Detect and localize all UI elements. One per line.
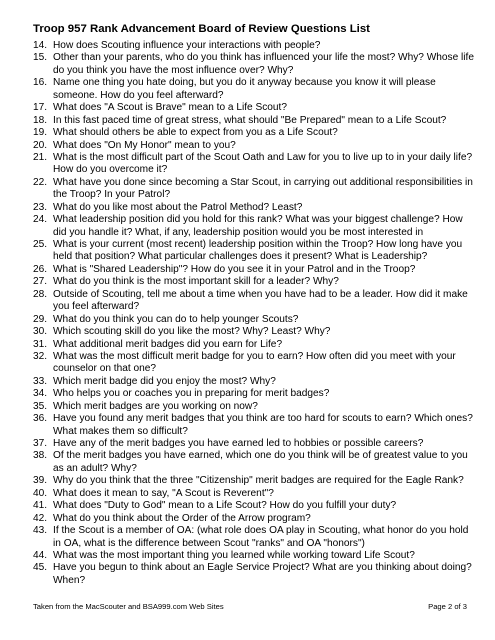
question-text: Which scouting skill do you like the most? Why? Least? Why? [53,326,331,338]
question-number: 31. [33,338,48,350]
question-text: Have you found any merit badges that you think are too hard for scouts to earn? Which ones? What makes them so difficult? [53,413,473,437]
question-item [33,40,478,52]
question-number: 38. [33,450,48,462]
question-item [33,276,478,288]
question-number: 30. [33,326,48,338]
question-number: 16. [33,77,48,89]
question-text: Name one thing you hate doing, but you do it anyway because you know it will please someone. How do you feel afterward? [53,77,436,101]
question-text: What do you think is the most important skill for a leader? Why? [53,276,339,288]
question-text: Which merit badge did you enjoy the most? Why? [53,375,276,387]
question-item [33,239,478,264]
question-text: What leadership position did you hold for this rank? What was your biggest challenge? How did you handle it? What, if any, leadership position would you be most interested in [53,214,463,238]
question-item [33,326,478,338]
question-item [33,376,478,388]
question-list [33,40,478,587]
question-item [33,475,478,487]
question-text: Outside of Scouting, tell me about a time when you have had to be a leader. How did it make you feel afterward? [53,288,468,313]
question-text: What should others be able to expect from you as a Life Scout? [53,127,338,139]
question-number: 35. [33,400,48,412]
question-text: What does "Duty to God" mean to a Life Scout? How do you fulfill your duty? [53,500,397,512]
page-number: Page 2 of 3 [428,602,467,611]
question-item [33,264,478,276]
question-number: 20. [33,139,48,151]
question-number: 14. [33,40,48,51]
question-number: 34. [33,388,48,400]
question-number: 43. [33,525,48,537]
question-number: 33. [33,375,48,387]
question-item [33,351,478,376]
question-item [33,450,478,475]
question-text: Of the merit badges you have earned, which one do you think will be of greatest value to you as an adult? Why? [53,450,468,474]
question-text: In this fast paced time of great stress, what should "Be Prepared" mean to a Life Scout? [53,114,447,126]
question-text: Have you begun to think about an Eagle Service Project? What are you thinking about doing? When? [53,562,472,586]
question-number: 40. [33,487,48,499]
question-number: 23. [33,201,48,213]
question-number: 27. [33,276,48,288]
question-text: What do you think about the Order of the Arrow program? [53,512,311,524]
document-title: Troop 957 Rank Advancement Board of Review Questions List [33,23,370,35]
question-number: 44. [33,549,48,561]
question-text: What have you done since becoming a Star Scout, in carrying out additional responsibilities in the Troop? In your Patrol? [53,176,473,201]
question-number: 21. [33,151,48,163]
question-number: 39. [33,475,48,487]
question-number: 17. [33,102,48,114]
question-text: How does Scouting influence your interactions with people? [53,40,321,51]
question-text: What was the most difficult merit badge for you to earn? How often did you meet with your counselor on that one? [53,350,456,375]
question-item [33,115,478,127]
question-item [33,289,478,314]
question-number: 19. [33,127,48,139]
question-item [33,102,478,114]
question-text: What is "Shared Leadership"? How do you see it in your Patrol and in the Troop? [53,263,416,275]
question-item [33,177,478,202]
question-text: Why do you think that the three "Citizenship" merit badges are required for the Eagle Rank? [53,475,464,487]
question-item [33,140,478,152]
question-number: 32. [33,350,48,362]
question-item [33,314,478,326]
question-text: What does "A Scout is Brave" mean to a Life Scout? [53,102,288,114]
question-item [33,152,478,177]
question-item [33,388,478,400]
question-item [33,513,478,525]
question-item [33,525,478,550]
question-item [33,202,478,214]
question-number: 25. [33,239,48,250]
question-item [33,339,478,351]
question-text: If the Scout is a member of OA: (what role does OA play in Scouting, what honor do you hold in OA, what is the difference between Scout "ranks" and OA "honors") [53,525,469,549]
footer-source: Taken from the MacScouter and BSA999.com Web Sites [33,602,224,611]
question-item [33,52,478,77]
question-text: What does "On My Honor" mean to you? [53,139,236,151]
question-item [33,550,478,562]
question-number: 28. [33,288,48,300]
question-number: 36. [33,413,48,425]
question-text: What does it mean to say, "A Scout is Reverent"? [53,487,274,499]
question-item [33,562,478,587]
question-text: Which merit badges are you working on now? [53,400,258,412]
question-number: 24. [33,214,48,226]
question-text: What is the most difficult part of the Scout Oath and Law for you to live up to in your daily life? How do you overcome it? [53,151,473,176]
question-item [33,77,478,102]
question-item [33,500,478,512]
question-number: 42. [33,512,48,524]
question-number: 22. [33,176,48,188]
question-number: 26. [33,263,48,275]
question-item [33,214,478,239]
question-text: What is your current (most recent) leadership position within the Troop? How long have you held that position? What particular challenges does it present? What is Leadership? [53,239,463,263]
question-number: 37. [33,438,48,449]
question-item [33,127,478,139]
question-item [33,488,478,500]
question-text: Other than your parents, who do you think has influenced your life the most? Why? Whose life do you think you have the most influence over? Why? [53,52,474,76]
question-text: Who helps you or coaches you in preparing for merit badges? [53,388,330,400]
question-text: What do you like most about the Patrol Method? Least? [53,201,303,213]
question-text: What was the most important thing you learned while working toward Life Scout? [53,549,415,561]
question-text: Have any of the merit badges you have earned led to hobbies or possible careers? [53,438,424,449]
question-number: 29. [33,313,48,325]
question-text: What additional merit badges did you earn for Life? [53,338,283,350]
question-number: 45. [33,562,48,574]
question-number: 15. [33,52,48,64]
question-item [33,438,478,450]
question-number: 41. [33,500,48,512]
question-item [33,401,478,413]
question-item [33,413,478,438]
question-text: What do you think you can do to help younger Scouts? [53,313,299,325]
question-number: 18. [33,114,48,126]
